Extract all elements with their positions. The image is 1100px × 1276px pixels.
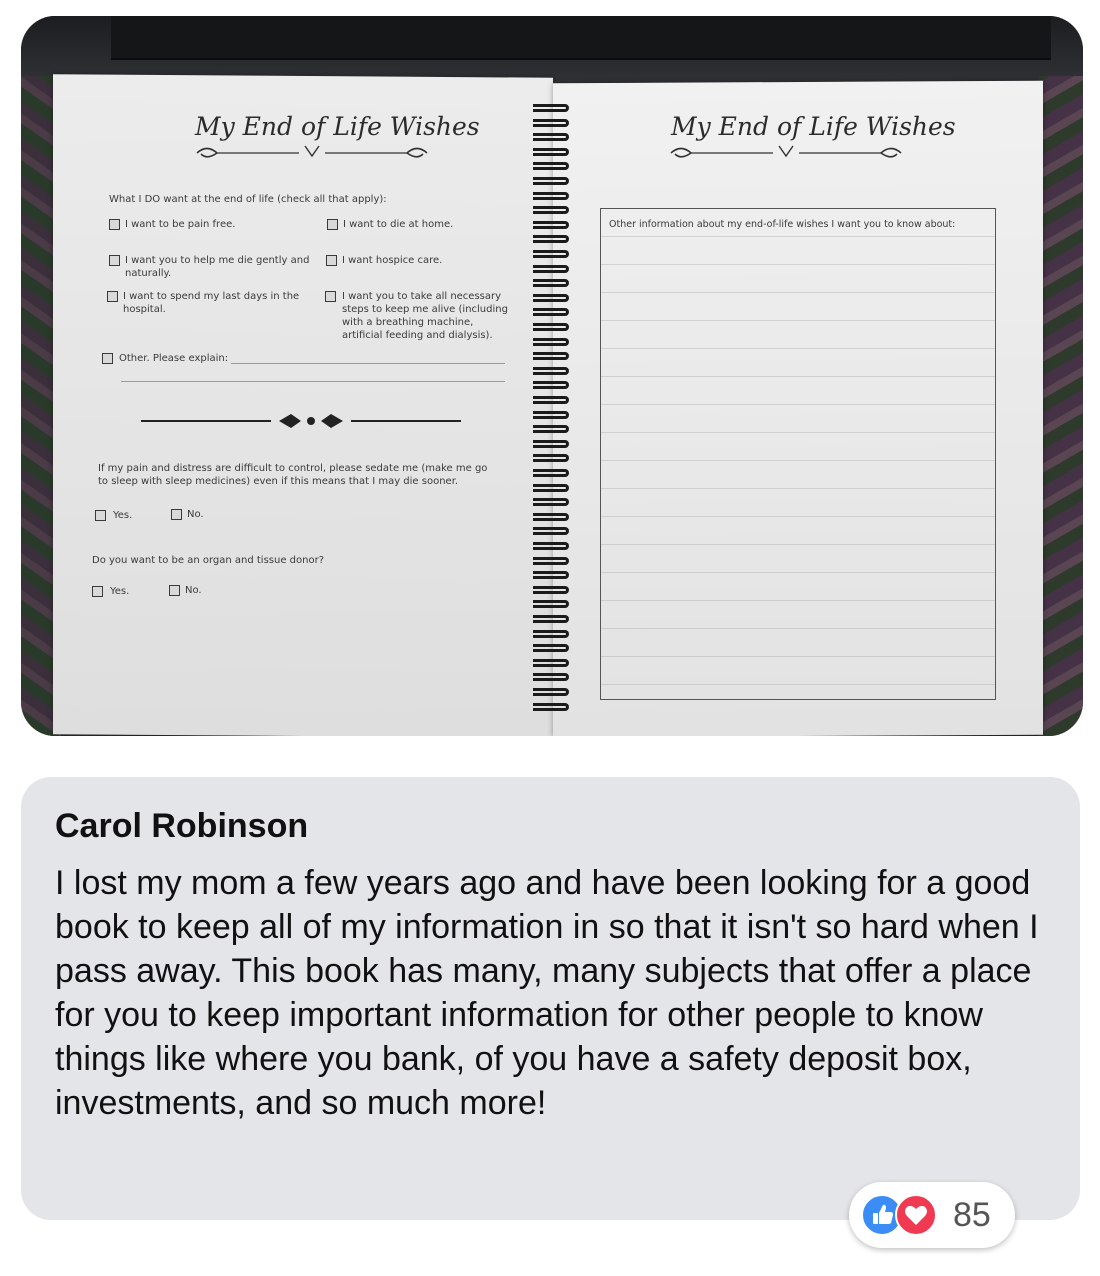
spiral-coil [533, 542, 569, 550]
spiral-coil [533, 323, 569, 331]
spiral-coil [533, 265, 569, 273]
spiral-coil [533, 557, 569, 565]
checkbox-hospice[interactable] [326, 255, 337, 266]
spiral-coil [533, 498, 569, 506]
spiral-coil [533, 703, 569, 711]
spiral-coil [533, 206, 569, 214]
other-info-label: Other information about my end-of-life wishes I want you to know about: [609, 219, 956, 230]
spiral-coil [533, 484, 569, 492]
spiral-coil [533, 396, 569, 404]
organ-question: Do you want to be an organ and tissue donor? [92, 555, 325, 566]
spiral-coil [533, 119, 569, 127]
reaction-count: 85 [953, 1196, 991, 1234]
spiral-coil [533, 425, 569, 433]
checkbox-sedation-no[interactable] [171, 509, 182, 520]
divider-icon [141, 410, 461, 432]
spiral-coil [533, 221, 569, 229]
spiral-coil [533, 454, 569, 462]
spiral-coil [533, 367, 569, 375]
comment-bubble [21, 777, 1080, 1220]
option-label: I want to be pain free. [125, 219, 236, 230]
spiral-coil [533, 338, 569, 346]
flourish-icon [661, 142, 911, 164]
spiral-coil [533, 177, 569, 185]
comment-text: I lost my mom a few years ago and have been looking for a good book to keep all of my information in so that it isn't so hard when I pass away. This book has many, many subjects that offer a place for you to keep important information for other people to know things like where you bank, of you have a safety deposit box, investments, and so much more! [55, 864, 1039, 1122]
other-explain-line [121, 381, 505, 382]
reactions-summary[interactable] [849, 1182, 1015, 1248]
no-label: No. [185, 585, 202, 596]
checkbox-pain-free[interactable] [109, 219, 120, 230]
spiral-coil [533, 162, 569, 170]
spiral-coil [533, 527, 569, 535]
yes-label: Yes. [110, 586, 130, 597]
option-label: I want to spend my last days in the hospital. [123, 291, 300, 315]
spiral-coil [533, 148, 569, 156]
checkbox-sedation-yes[interactable] [95, 510, 106, 521]
spiral-coil [533, 235, 569, 243]
yes-label: Yes. [113, 510, 133, 521]
checkbox-hospital[interactable] [107, 291, 118, 302]
option-label: I want you to take all necessary steps to keep me alive (including with a breathing machine, artificial feeding and dialysis). [342, 291, 508, 341]
option-label: I want to die at home. [343, 219, 454, 230]
spiral-coil [533, 659, 569, 667]
left-page-title: My End of Life Wishes [195, 112, 480, 141]
other-info-box [600, 208, 996, 700]
other-explain-line [231, 363, 505, 364]
spiral-coil [533, 513, 569, 521]
spiral-coil [533, 279, 569, 287]
no-label: No. [187, 509, 204, 520]
checkbox-organ-yes[interactable] [92, 586, 103, 597]
spiral-coil [533, 469, 569, 477]
spiral-coil [533, 192, 569, 200]
spiral-coil [533, 133, 569, 141]
spiral-coil [533, 104, 569, 112]
keyboard [111, 16, 1051, 60]
spiral-coil [533, 586, 569, 594]
checkbox-die-at-home[interactable] [327, 219, 338, 230]
spiral-coil [533, 352, 569, 360]
spiral-coil [533, 294, 569, 302]
spiral-coil [533, 615, 569, 623]
love-icon [895, 1194, 937, 1236]
spiral-coil [533, 673, 569, 681]
checkbox-organ-no[interactable] [169, 585, 180, 596]
spiral-coil [533, 571, 569, 579]
spiral-coil [533, 381, 569, 389]
checkbox-keep-alive[interactable] [325, 291, 336, 302]
checkbox-other[interactable] [102, 353, 113, 364]
spiral-coil [533, 440, 569, 448]
right-page-title: My End of Life Wishes [671, 112, 956, 141]
checkbox-die-gently[interactable] [109, 255, 120, 266]
sedation-question: If my pain and distress are difficult to control, please sedate me (make me go to sleep with sleep medicines) even if this means that I may die sooner. [98, 463, 488, 487]
flourish-icon [187, 142, 437, 164]
option-label: Other. Please explain: [119, 353, 229, 364]
spiral-coil [533, 250, 569, 258]
spiral-binding [529, 104, 575, 724]
spiral-coil [533, 600, 569, 608]
spiral-coil [533, 308, 569, 316]
left-page-intro: What I DO want at the end of life (check all that apply): [109, 194, 387, 205]
spiral-coil [533, 630, 569, 638]
spiral-coil [533, 688, 569, 696]
option-label: I want you to help me die gently and naturally. [125, 255, 310, 279]
spiral-coil [533, 411, 569, 419]
post-photo[interactable] [21, 16, 1083, 736]
notebook-left-page [53, 74, 553, 736]
comment-author[interactable]: Carol Robinson [55, 807, 309, 845]
option-label: I want hospice care. [342, 255, 443, 266]
fabric-right [1039, 76, 1083, 736]
spiral-coil [533, 644, 569, 652]
